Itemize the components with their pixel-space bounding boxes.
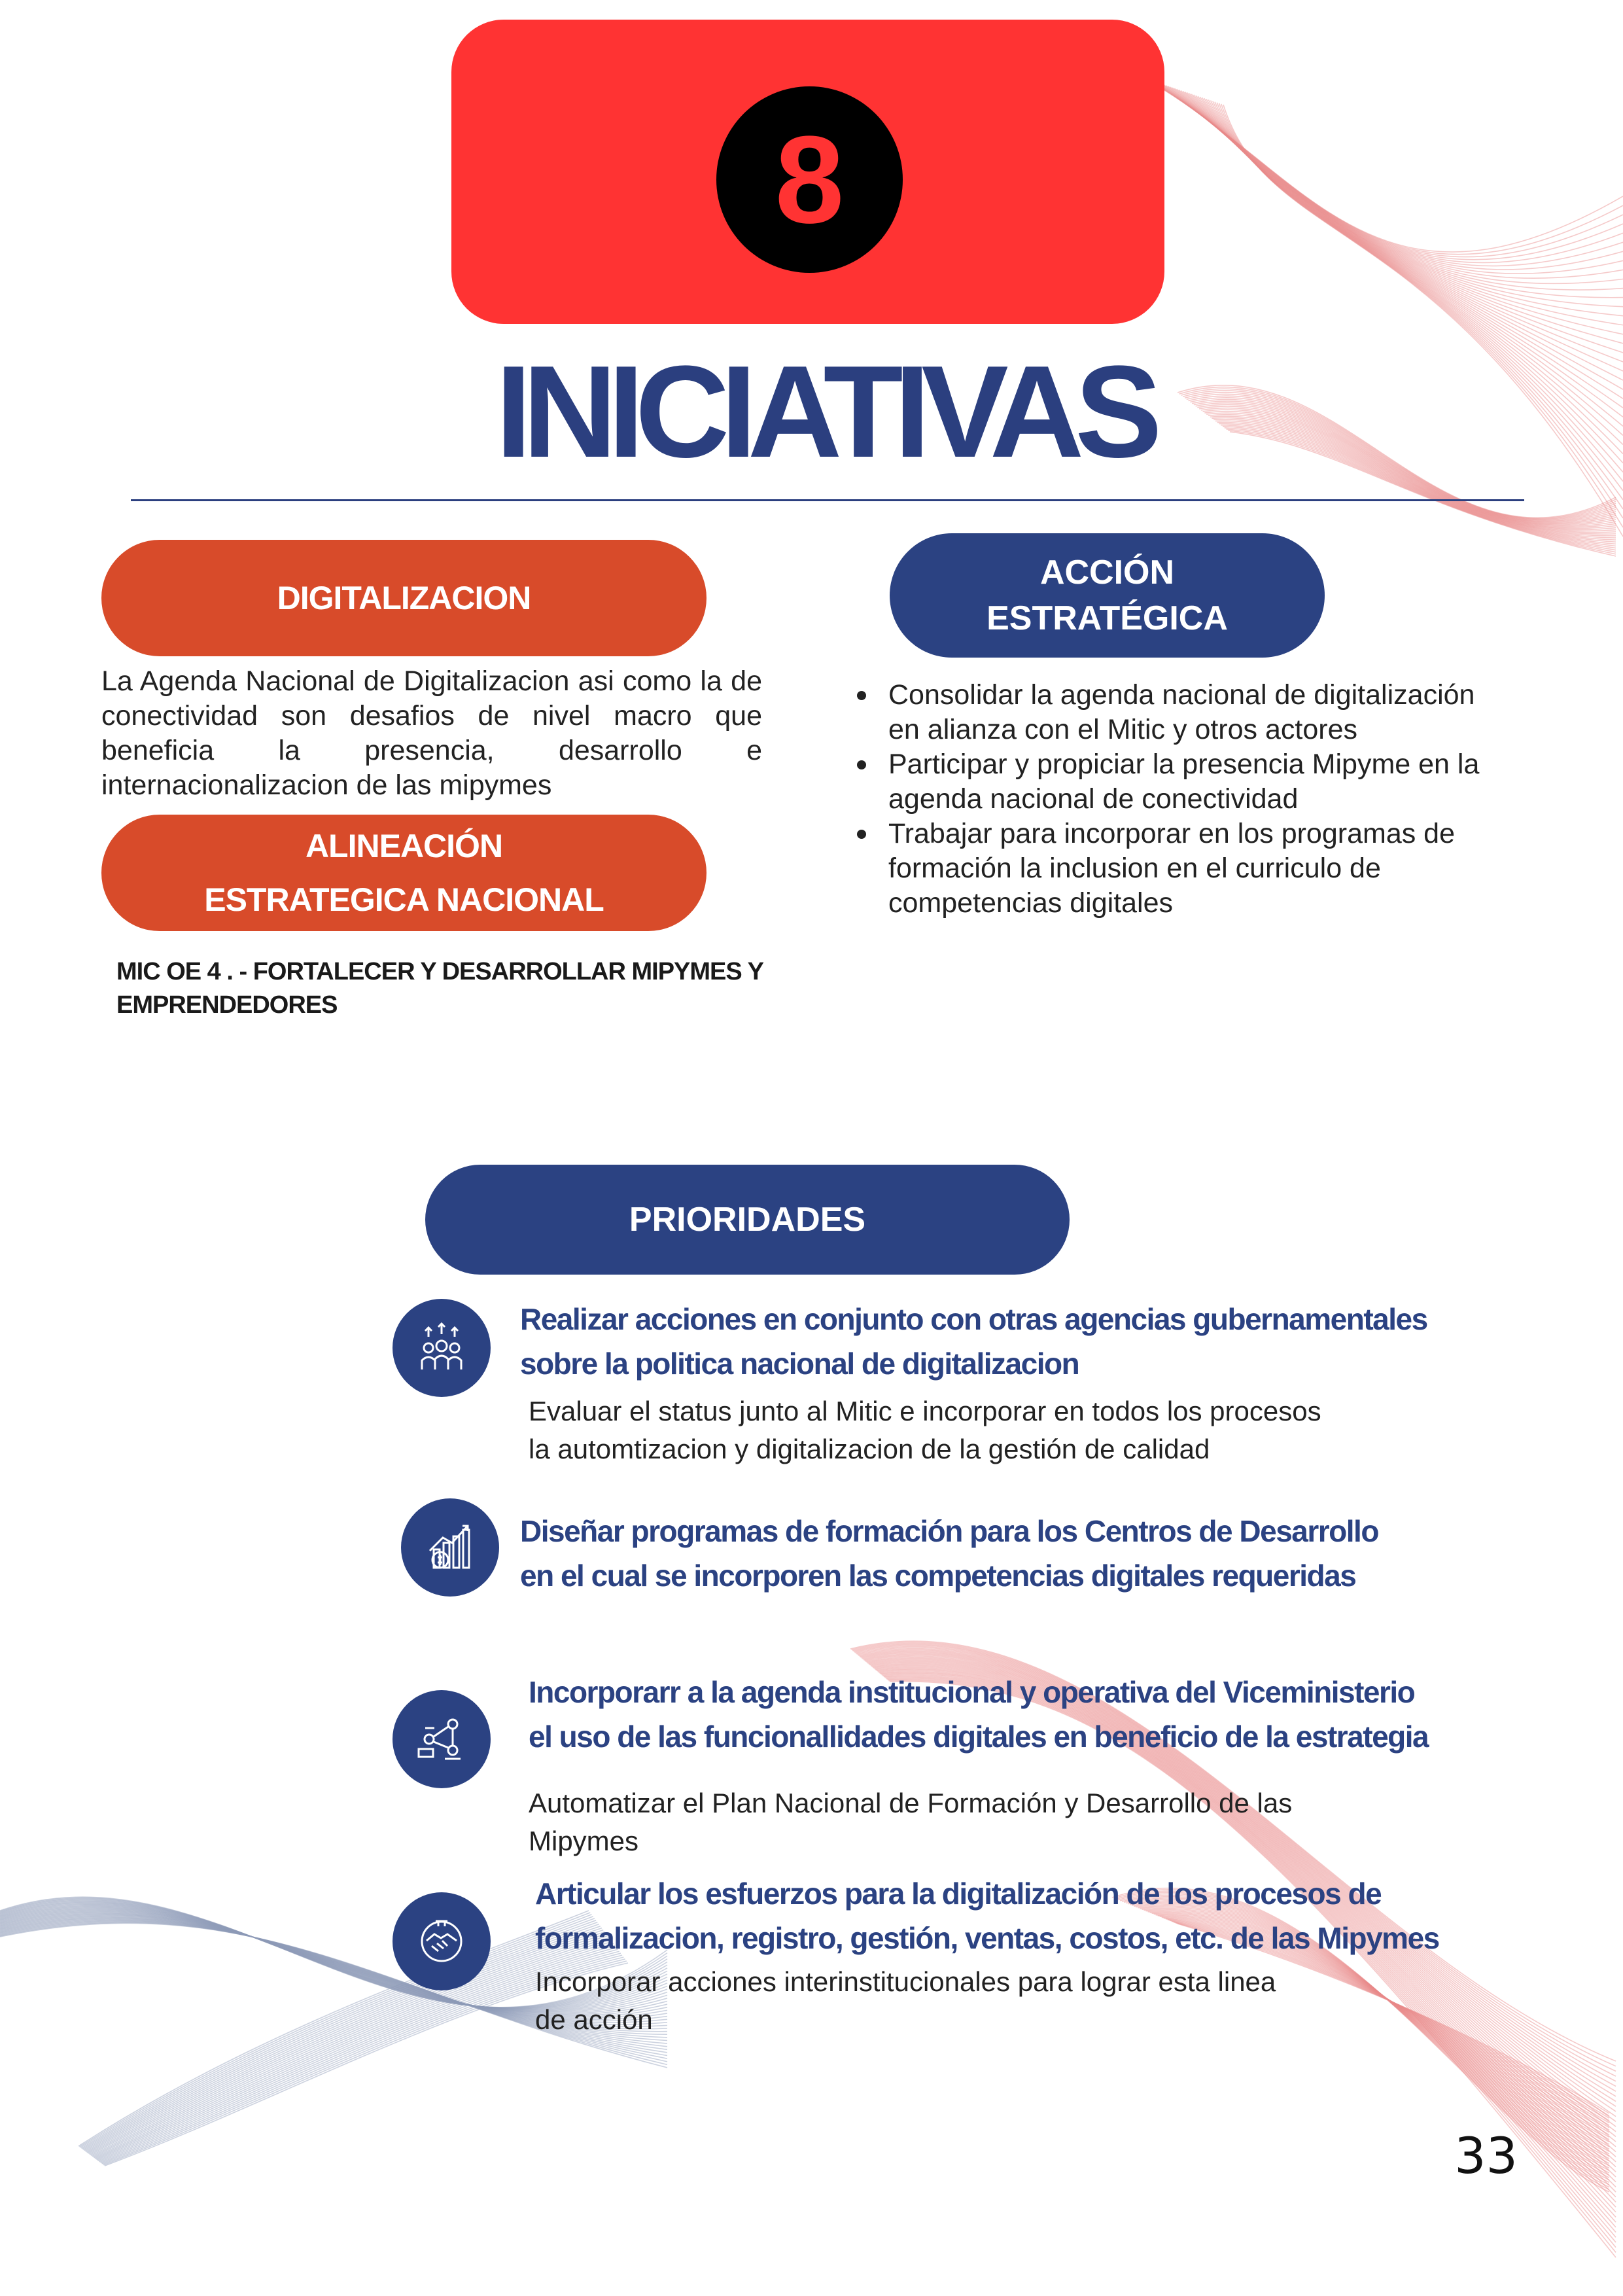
page-number: 33 (1454, 2127, 1518, 2185)
list-item (850, 747, 1570, 817)
priority-desc-line2: la automtizacion y digitalizacion de la gestión de calidad (529, 1434, 1210, 1464)
wave-line (1157, 82, 1623, 269)
prioridades-header (425, 1165, 1070, 1275)
priority-description (529, 1784, 1292, 1860)
digitalizacion-paragraph: La Agenda Nacional de Digitalizacion asi como la de conectividad son desafios de nivel macro que beneficia la presencia, desarrollo e internacionalizacion de las mipymes (101, 665, 762, 801)
priority-title (520, 1297, 1427, 1386)
bullet-text: formación la inclusion en el curriculo de (888, 853, 1381, 884)
priority-title-line2: sobre la politica nacional de digitalizacion (520, 1347, 1079, 1381)
priority-title-line2: el uso de las funcionallidades digitales en beneficio de la estrategia (529, 1720, 1429, 1754)
wave-line (1172, 88, 1623, 316)
bullet-text: Participar y propiciar la presencia Mipyme en la (888, 749, 1480, 780)
bullet-dot-icon (857, 830, 866, 839)
priority-title-line2: en el cual se incorporen las competencias digitales requeridas (520, 1559, 1356, 1593)
priority-title (520, 1509, 1378, 1598)
section-number: 8 (716, 86, 903, 273)
priority-desc-line2: Mipymes (529, 1826, 639, 1856)
prioridades-label: PRIORIDADES (629, 1201, 866, 1239)
bullet-text: agenda nacional de conectividad (888, 783, 1299, 815)
priority-desc-line2: de acción (535, 2004, 653, 2035)
bullet-text: Consolidar la agenda nacional de digitalización (888, 679, 1475, 711)
accion-label-line2: ESTRATÉGICA (986, 599, 1228, 637)
priority-title-line1: Realizar acciones en conjunto con otras agencias gubernamentales (520, 1302, 1427, 1336)
priority-title (535, 1871, 1439, 1960)
wave-line (1170, 87, 1623, 307)
bullet-text: competencias digitales (888, 887, 1174, 919)
network-icon (393, 1690, 491, 1788)
bullet-dot-icon (857, 760, 866, 769)
wave-line (1179, 90, 1623, 344)
digitalizacion-label: DIGITALIZACION (277, 580, 531, 616)
accion-bullet-list (850, 678, 1570, 921)
priority-title-line1: Articular los esfuerzos para la digitalización de los procesos de (535, 1877, 1382, 1911)
priority-desc-line1: Incorporar acciones interinstitucionales para lograr esta linea (535, 1966, 1276, 1997)
alineacion-text (116, 955, 869, 1022)
wave-line (1185, 92, 1623, 371)
wave-line (1177, 89, 1623, 334)
priority-title-line1: Diseñar programas de formación para los Centros de Desarrollo (520, 1514, 1378, 1548)
alineacion-label-line1: ALINEACIÓN (305, 828, 503, 864)
accion-label-line1: ACCIÓN (1039, 554, 1175, 592)
handshake-icon (393, 1892, 491, 1990)
alineacion-text-line1: MIC OE 4 . - FORTALECER Y DESARROLLAR MIPYMES Y (116, 958, 763, 985)
alineacion-text-line2: EMPRENDEDORES (116, 991, 338, 1019)
priority-desc-line1: Evaluar el status junto al Mitic e incorporar en todos los procesos (529, 1396, 1321, 1426)
priority-title-line1: Incorporarr a la agenda institucional y operativa del Viceministerio (529, 1675, 1415, 1709)
list-item (850, 817, 1570, 921)
page-title: INICIATIVAS (495, 339, 1153, 485)
accion-estrategica-header (890, 533, 1325, 658)
wave-line (1183, 91, 1623, 362)
priority-desc-line1: Automatizar el Plan Nacional de Formación y Desarrollo de las (529, 1788, 1293, 1818)
priority-description (529, 1392, 1321, 1468)
alineacion-label-line2: ESTRATEGICA NACIONAL (204, 881, 604, 918)
team-growth-icon (393, 1299, 491, 1397)
bullet-dot-icon (857, 691, 866, 700)
wave-line (1181, 90, 1623, 353)
alineacion-header (101, 815, 707, 931)
bullet-text: Trabajar para incorporar en los programas de (888, 818, 1456, 849)
priority-title-line2: formalizacion, registro, gestión, ventas, costos, etc. de las Mipymes (535, 1921, 1439, 1955)
growth-chart-icon (401, 1498, 499, 1597)
priority-description (535, 1963, 1276, 2039)
wave-line (1153, 81, 1623, 262)
wave-line (1155, 82, 1623, 266)
title-divider (131, 499, 1524, 501)
priority-title (529, 1670, 1428, 1759)
bullet-text: en alianza con el Mitic y otros actores (888, 714, 1357, 745)
list-item (850, 678, 1570, 747)
digitalizacion-header (101, 540, 707, 656)
